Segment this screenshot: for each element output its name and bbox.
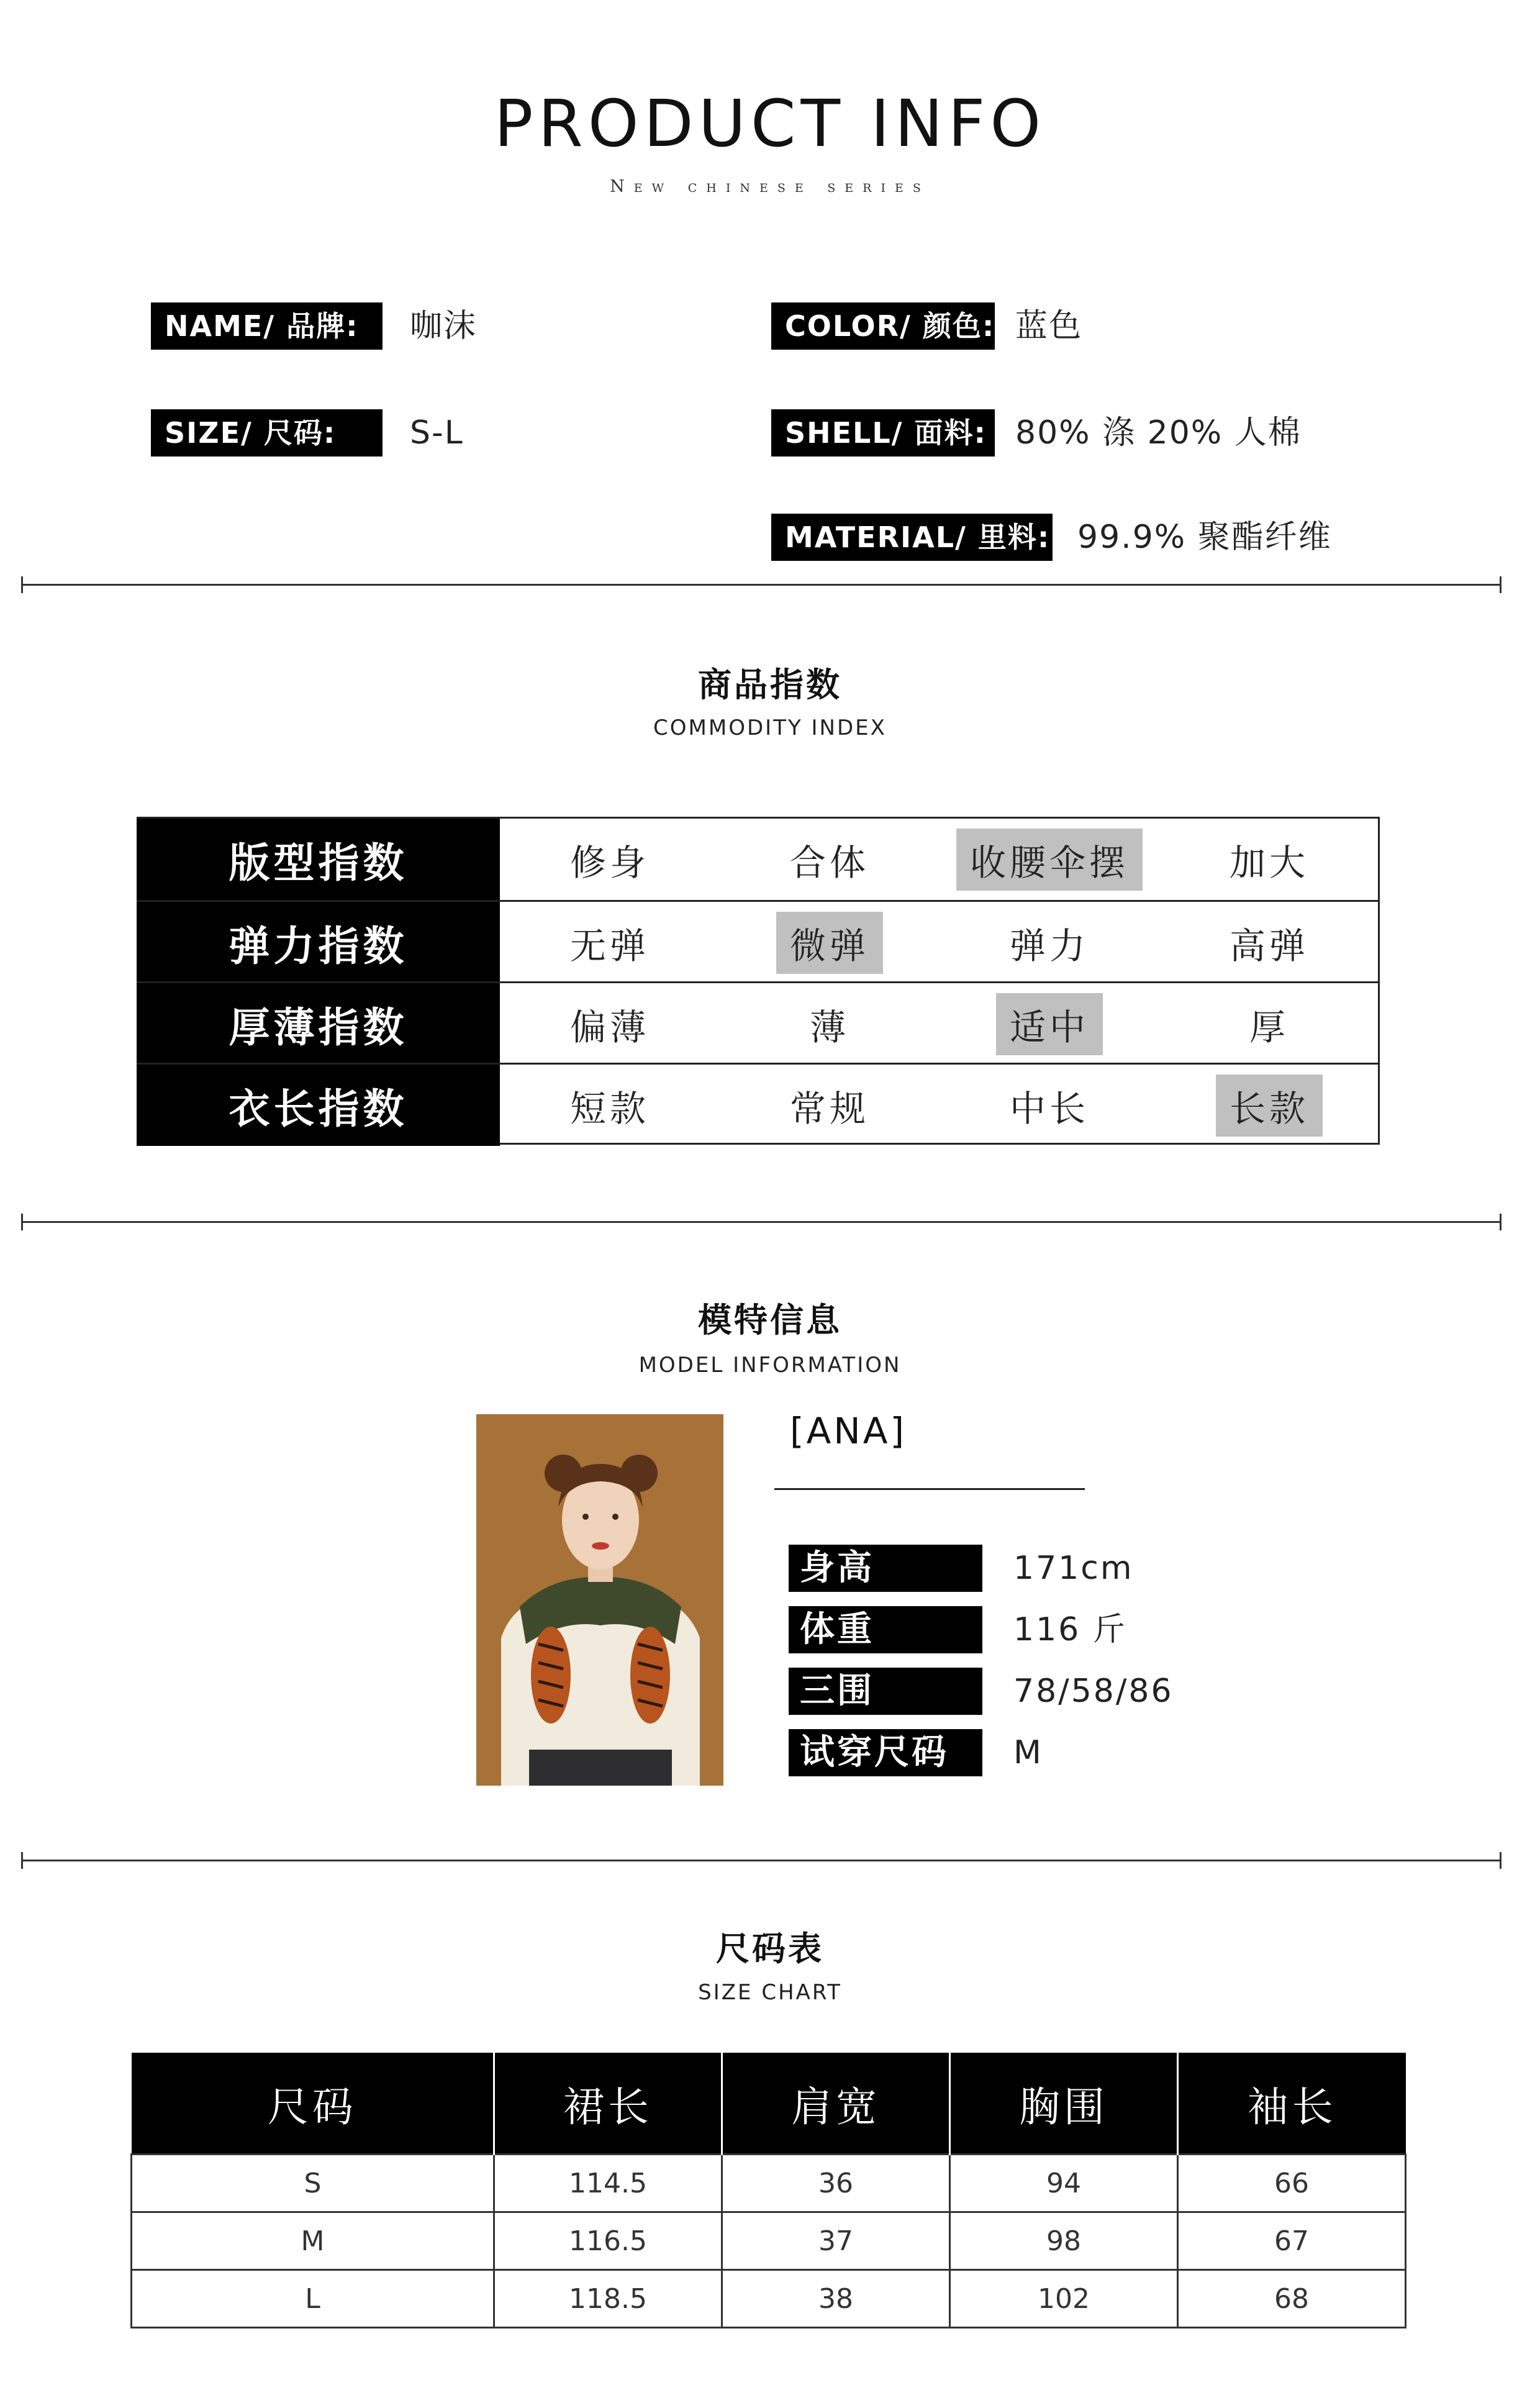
index-option xyxy=(500,983,720,1065)
index-option xyxy=(720,819,940,900)
column-header-bust: 胸围 xyxy=(950,2053,1178,2155)
model-measurements-label: 三围 xyxy=(789,1668,982,1715)
index-option-label: 微弹 xyxy=(776,912,883,974)
index-option xyxy=(500,902,720,983)
model-weight-value: 116 斤 xyxy=(1013,1611,1127,1648)
index-option xyxy=(940,1065,1159,1146)
size-chart-header-row xyxy=(132,2053,1406,2155)
color-tag: COLOR/ 颜色: xyxy=(771,302,995,350)
index-option-label: 高弹 xyxy=(1229,924,1309,967)
table-cell: L xyxy=(132,2270,494,2328)
table-cell: 116.5 xyxy=(494,2212,722,2270)
table-row xyxy=(132,2270,1406,2328)
index-row xyxy=(137,819,1380,900)
index-option-label: 修身 xyxy=(569,841,650,884)
name-value: 咖沫 xyxy=(410,307,478,345)
size-chart-subtitle: SIZE CHART xyxy=(698,1980,842,2005)
table-cell: 102 xyxy=(950,2270,1178,2328)
color-value: 蓝色 xyxy=(1015,307,1083,345)
model-weight-label: 体重 xyxy=(789,1606,982,1653)
model-info-title: 模特信息 xyxy=(698,1301,842,1340)
divider xyxy=(21,1860,1502,1861)
model-fit-size-value: M xyxy=(1013,1734,1043,1771)
table-cell: 66 xyxy=(1178,2155,1406,2212)
index-option xyxy=(940,902,1159,983)
size-chart-title: 尺码表 xyxy=(716,1929,824,1968)
table-cell: 36 xyxy=(722,2155,950,2212)
index-option xyxy=(1159,819,1379,900)
table-cell: 38 xyxy=(722,2270,950,2328)
index-option-label: 常规 xyxy=(789,1087,869,1130)
table-row xyxy=(132,2212,1406,2270)
index-option-label: 加大 xyxy=(1229,841,1309,884)
index-option xyxy=(500,1065,720,1146)
index-option-selected xyxy=(720,902,940,983)
model-measurements-value: 78/58/86 xyxy=(1013,1673,1174,1710)
commodity-index-title: 商品指数 xyxy=(698,665,842,704)
index-option-selected xyxy=(940,819,1159,900)
index-row xyxy=(137,981,1380,1063)
index-option-label: 短款 xyxy=(569,1087,650,1130)
index-option-label: 收腰伞摆 xyxy=(956,829,1143,891)
index-option xyxy=(720,983,940,1065)
model-height-label: 身高 xyxy=(789,1545,982,1592)
index-option-label: 厚 xyxy=(1249,1006,1289,1048)
index-row xyxy=(137,900,1380,981)
index-row-label: 衣长指数 xyxy=(137,1065,500,1146)
divider xyxy=(21,584,1502,586)
table-cell: 114.5 xyxy=(494,2155,722,2212)
table-cell: 118.5 xyxy=(494,2270,722,2328)
index-option-label: 薄 xyxy=(809,1006,849,1048)
model-photo xyxy=(476,1414,723,1786)
index-option xyxy=(1159,983,1379,1065)
index-option-selected xyxy=(940,983,1159,1065)
table-cell: M xyxy=(132,2212,494,2270)
shell-tag: SHELL/ 面料: xyxy=(771,409,995,457)
column-header-sleeve: 袖长 xyxy=(1178,2053,1406,2155)
model-fit-size-label: 试穿尺码 xyxy=(789,1729,982,1776)
index-option xyxy=(720,1065,940,1146)
column-header-shoulder: 肩宽 xyxy=(722,2053,950,2155)
material-value: 99.9% 聚酯纤维 xyxy=(1077,519,1332,556)
table-cell: 94 xyxy=(950,2155,1178,2212)
shell-value: 80% 涤 20% 人棉 xyxy=(1015,414,1302,452)
index-row-label: 厚薄指数 xyxy=(137,983,500,1065)
page-subtitle: New chinese series xyxy=(610,177,930,196)
table-cell: 98 xyxy=(950,2212,1178,2270)
table-cell: 67 xyxy=(1178,2212,1406,2270)
model-height-value: 171cm xyxy=(1013,1550,1134,1587)
material-tag: MATERIAL/ 里料: xyxy=(771,514,1053,561)
table-cell: 68 xyxy=(1178,2270,1406,2328)
column-header-length: 裙长 xyxy=(494,2053,722,2155)
page-title: PRODUCT INFO xyxy=(494,86,1046,161)
index-option-label: 偏薄 xyxy=(569,1006,650,1048)
size-tag: SIZE/ 尺码: xyxy=(151,409,383,457)
index-row-label: 版型指数 xyxy=(137,819,500,900)
model-name-underline xyxy=(774,1488,1085,1490)
index-option-label: 长款 xyxy=(1216,1074,1323,1137)
index-option-selected xyxy=(1159,1065,1379,1146)
model-info-subtitle: MODEL INFORMATION xyxy=(638,1353,902,1378)
size-chart-table xyxy=(130,2053,1406,2328)
divider xyxy=(21,1221,1502,1223)
index-option-label: 合体 xyxy=(789,841,869,884)
commodity-index-subtitle: COMMODITY INDEX xyxy=(653,716,887,740)
table-cell: S xyxy=(132,2155,494,2212)
name-tag: NAME/ 品牌: xyxy=(151,302,383,350)
index-row xyxy=(137,1063,1380,1144)
index-option xyxy=(500,819,720,900)
index-option-label: 无弹 xyxy=(569,924,650,967)
table-row xyxy=(132,2155,1406,2212)
index-option-label: 弹力 xyxy=(1009,924,1089,967)
index-option-label: 适中 xyxy=(996,993,1103,1055)
table-cell: 37 xyxy=(722,2212,950,2270)
size-value: S-L xyxy=(410,414,464,452)
model-name: [ANA] xyxy=(790,1410,907,1452)
index-option xyxy=(1159,902,1379,983)
index-row-label: 弹力指数 xyxy=(137,902,500,983)
column-header-size: 尺码 xyxy=(132,2053,494,2155)
index-option-label: 中长 xyxy=(1009,1087,1089,1130)
